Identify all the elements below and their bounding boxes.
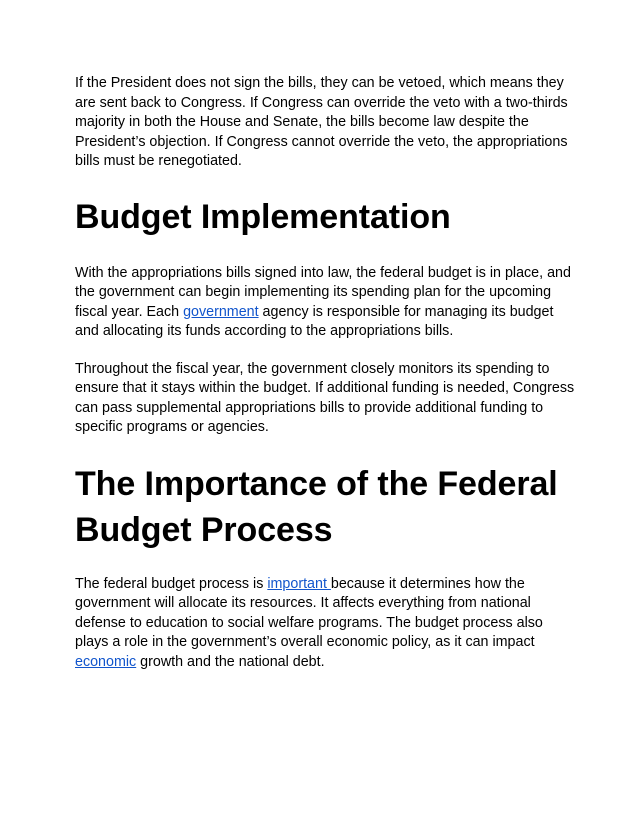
link-economic[interactable]: economic — [75, 653, 137, 670]
paragraph-text: because it determines how the government will allocate its resources. It affects everything from national defense to education to social welfare programs. The budget process also plays a role in the government’s overall economic policy, as it can impact — [75, 575, 543, 650]
paragraph-monitoring: Throughout the fiscal year, the government closely monitors its spending to ensure that it stays within the budget. If additional funding is needed, Congress can pass supplemental appropriations bills to provide additional funding to specific programs or agencies. — [75, 360, 575, 435]
paragraph-implementation — [75, 264, 575, 342]
paragraph-text: agency is responsible for managing its budget and allocating its funds according to the appropriations bills. — [75, 303, 554, 339]
document-page — [75, 74, 575, 672]
heading-budget-implementation: Budget Implementation — [75, 197, 451, 236]
paragraph-text: The federal budget process is — [75, 575, 268, 592]
paragraph-importance — [75, 575, 575, 673]
link-important[interactable]: important — [267, 575, 331, 592]
paragraph-text: growth and the national debt. — [136, 653, 325, 670]
heading-importance: The Importance of the Federal Budget Process — [75, 464, 558, 549]
paragraph-text: With the appropriations bills signed into law, the federal budget is in place, and the government can begin implementing its spending plan for the upcoming fiscal year. Each — [75, 264, 571, 320]
paragraph-veto: If the President does not sign the bills, they can be vetoed, which means they are sent back to Congress. If Congress can override the veto with a two-thirds majority in both the House and Senate, the bills become law despite the President’s objection. If Congress cannot override the veto, the appropriations bills must be renegotiated. — [75, 75, 568, 169]
link-government[interactable]: government — [183, 303, 259, 320]
